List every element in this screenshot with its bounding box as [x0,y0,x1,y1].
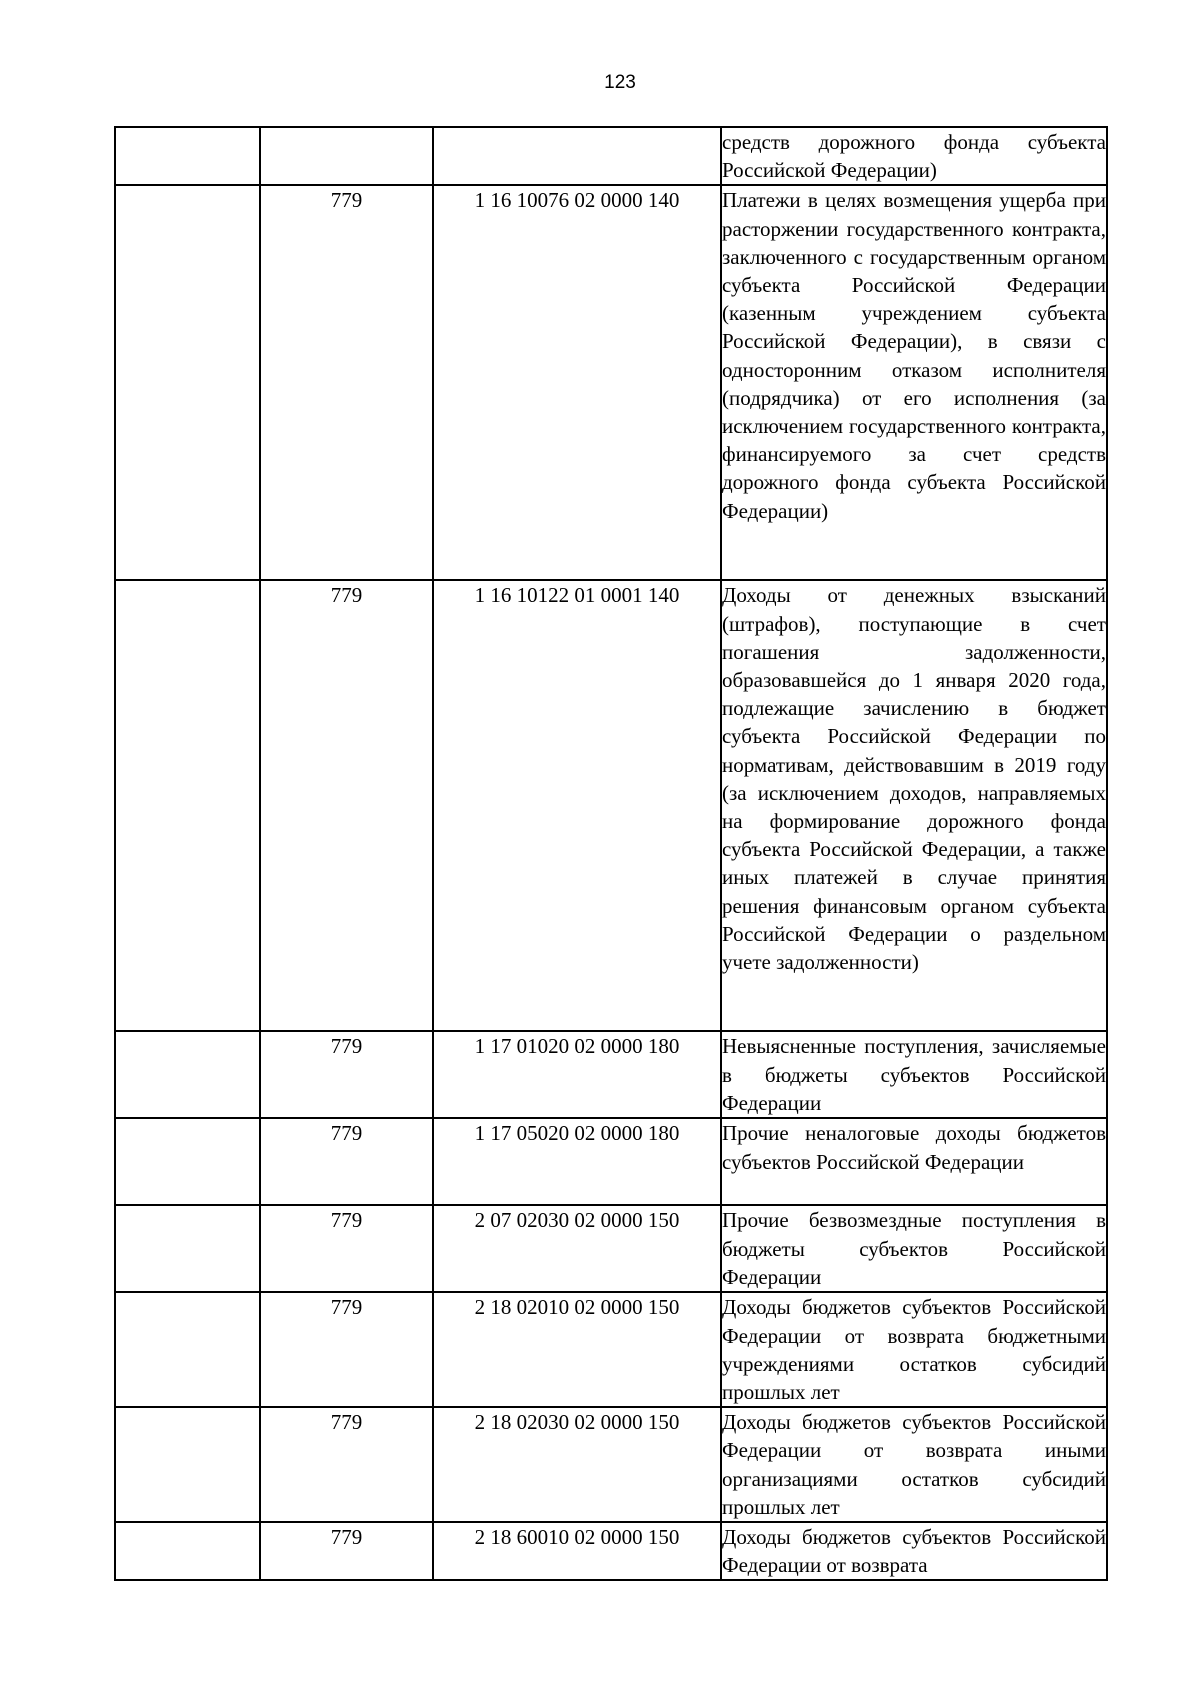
empty-cell [115,1118,260,1205]
income-description-cell: Доходы бюджетов субъектов Российской Федерации от возврата иными организациями остатков субсидий прошлых лет [721,1407,1107,1522]
income-description-cell: Прочие безвозмездные поступления в бюджеты субъектов Российской Федерации [721,1205,1107,1292]
revenue-table [114,126,1108,1581]
admin-code-cell: 779 [260,1292,433,1407]
admin-code-cell: 779 [260,580,433,1031]
empty-cell [115,1031,260,1118]
admin-code-cell: 779 [260,1522,433,1580]
budget-classification-code-cell [433,127,721,185]
income-description-cell: Доходы бюджетов субъектов Российской Федерации от возврата бюджетными учреждениями остатков субсидий прошлых лет [721,1292,1107,1407]
table-row [115,1522,1107,1580]
empty-cell [115,1205,260,1292]
admin-code-cell: 779 [260,1031,433,1118]
table-row [115,580,1107,1031]
empty-cell [115,1407,260,1522]
table-row [115,127,1107,185]
table-row [115,1118,1107,1205]
budget-classification-code-cell: 1 17 05020 02 0000 180 [433,1118,721,1205]
admin-code-cell: 779 [260,1118,433,1205]
empty-cell [115,127,260,185]
empty-cell [115,1522,260,1580]
table-row [115,1407,1107,1522]
budget-classification-code-cell: 1 16 10122 01 0001 140 [433,580,721,1031]
table-row [115,1205,1107,1292]
admin-code-cell: 779 [260,1407,433,1522]
table-row [115,185,1107,580]
income-description-cell: Прочие неналоговые доходы бюджетов субъектов Российской Федерации [721,1118,1107,1205]
income-description-cell: Невыясненные поступления, зачисляемые в бюджеты субъектов Российской Федерации [721,1031,1107,1118]
admin-code-cell [260,127,433,185]
budget-classification-code-cell: 2 18 02010 02 0000 150 [433,1292,721,1407]
income-description-cell: Платежи в целях возмещения ущерба при расторжении государственного контракта, заключенного с государственным органом субъекта Российской Федерации (казенным учреждением субъекта Российской Федерации), в связи с односторонним отказом исполнителя (подрядчика) от его исполнения (за исключением государственного контракта, финансируемого за счет средств дорожного фонда субъекта Российской Федерации) [721,185,1107,580]
admin-code-cell: 779 [260,185,433,580]
income-description-cell: средств дорожного фонда субъекта Российской Федерации) [721,127,1107,185]
admin-code-cell: 779 [260,1205,433,1292]
income-description-cell: Доходы бюджетов субъектов Российской Федерации от возврата [721,1522,1107,1580]
income-description-cell: Доходы от денежных взысканий (штрафов), поступающие в счет погашения задолженности, образовавшейся до 1 января 2020 года, подлежащие зачислению в бюджет субъекта Российской Федерации по нормативам, действовавшим в 2019 году (за исключением доходов, направляемых на формирование дорожного фонда субъекта Российской Федерации, а также иных платежей в случае принятия решения финансовым органом субъекта Российской Федерации о раздельном учете задолженности) [721,580,1107,1031]
budget-classification-code-cell: 2 07 02030 02 0000 150 [433,1205,721,1292]
table-row [115,1292,1107,1407]
empty-cell [115,580,260,1031]
budget-classification-code-cell: 1 17 01020 02 0000 180 [433,1031,721,1118]
page-number: 123 [604,72,636,93]
empty-cell [115,185,260,580]
empty-cell [115,1292,260,1407]
table-row [115,1031,1107,1118]
budget-classification-code-cell: 2 18 02030 02 0000 150 [433,1407,721,1522]
budget-classification-code-cell: 1 16 10076 02 0000 140 [433,185,721,580]
budget-classification-code-cell: 2 18 60010 02 0000 150 [433,1522,721,1580]
